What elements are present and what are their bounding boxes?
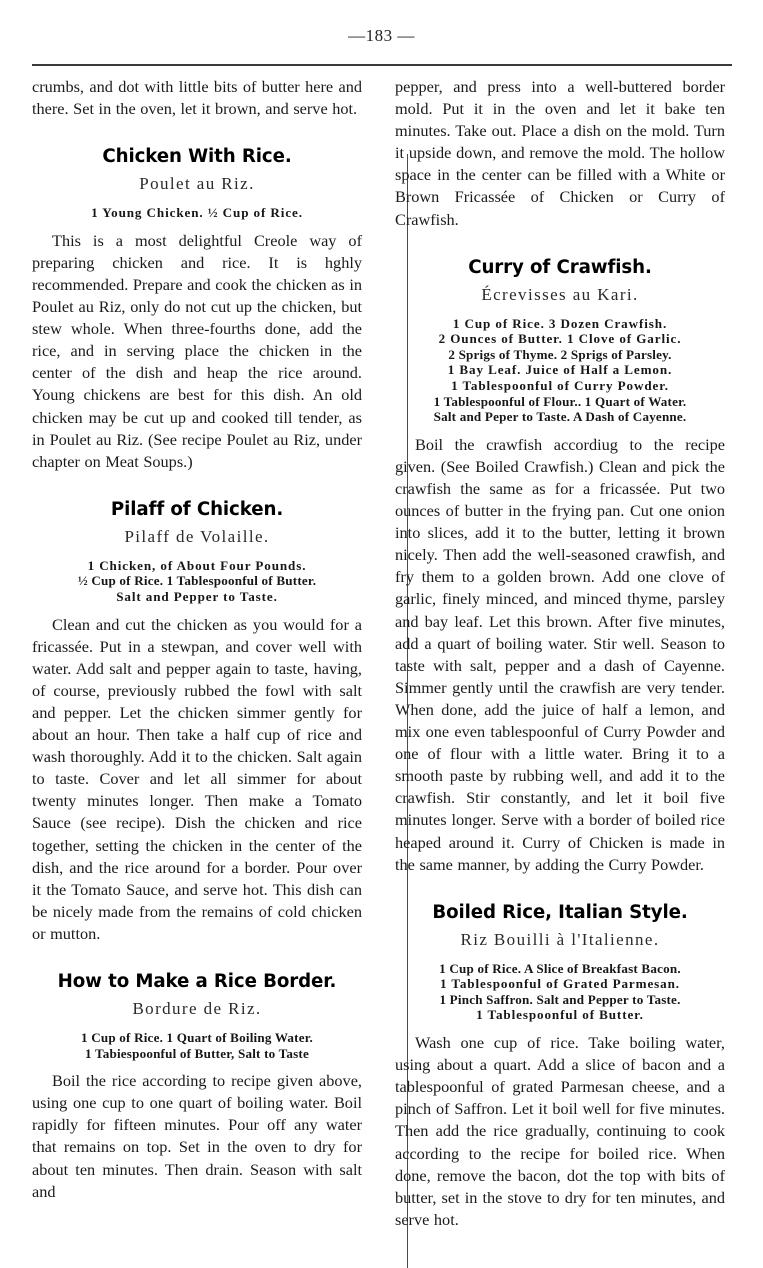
ingredient-line: 1 Cup of Rice. A Slice of Breakfast Bacon. bbox=[439, 960, 681, 976]
recipe-subtitle: Poulet au Riz. bbox=[139, 174, 255, 194]
recipe-subtitle: Écrevisses au Kari. bbox=[481, 284, 639, 304]
ingredient-line: 2 Sprigs of Thyme. 2 Sprigs of Parsley. bbox=[448, 346, 672, 362]
recipe-title: Curry of Crawfish. bbox=[468, 256, 652, 278]
recipe-curry-of-crawfish bbox=[395, 231, 725, 876]
recipe-subtitle: Riz Bouilli à l'Italienne. bbox=[460, 929, 660, 949]
ingredient-list bbox=[395, 316, 725, 425]
recipe-title: How to Make a Rice Border. bbox=[57, 971, 337, 992]
ingredient-line: Salt and Pepper to Taste. bbox=[116, 589, 278, 604]
recipe-body: Boil the crawfish accordiug to the recipe given. (See Boiled Crawfish.) Clean and pick the crawfish the same as for a fricassée. Put two ounces of butter in the frying pan. Cut one onion into slices, add it to the butter, letting it brown nicely. Then add the well-seasoned crawfish, and fry them to a golden brown. Add one clove of garlic, finely minced, and minced thyme, parsley and bay leaf. Let this brown. After five minutes, add a quart of boiling water. Stir well. Season to taste with salt, pepper and a dash of Cayenne. Simmer gently until the crawfish are very tender. When done, add the juice of half a lemon, and mix one even tablespoonful of Curry Powder and one of flour with a little water. Bring it to a smooth paste by rubbing well, and add it to the crawfish. Stir constantly, and let it boil five minutes longer. Serve with a border of boiled rice heaped around it. Curry of Chicken is made in the same manner, by adding the Curry Powder. bbox=[395, 434, 725, 874]
recipe-subtitle: Bordure de Riz. bbox=[132, 999, 262, 1018]
recipe-boiled-rice-italian-style bbox=[395, 876, 725, 1231]
ingredient-line: Salt and Peper to Taste. A Dash of Cayenne. bbox=[433, 409, 687, 425]
continued-paragraph: pepper, and press into a well-buttered border mold. Put it in the oven and let it bake ten minutes. Take out. Place a dish on the mold. Turn it upside down, and remove the mold. The hollow space in the center can be filled with a White or Brown Fricassée of Chicken or Curry of Crawfish. bbox=[395, 77, 725, 229]
page-number: —183 — bbox=[348, 26, 415, 45]
ingredient-list bbox=[32, 205, 362, 221]
ingredient-line: 1 Young Chicken. ½ Cup of Rice. bbox=[91, 205, 303, 221]
recipe-body: Wash one cup of rice. Take boiling water, using about a quart. Add a slice of bacon and a tablespoonful of grated Parmesan cheese, and a pinch of Saffron. Let it boil well for five minutes. Then add the rice gradually, continuing to cook according to the recipe for boiled rice. When done, remove the bacon, dot the top with bits of butter, set in the stove to dry for ten minutes, and serve hot. bbox=[395, 1033, 725, 1229]
ingredient-line: 1 Cup of Rice. 1 Quart of Boiling Water. bbox=[80, 1030, 314, 1045]
ingredient-line: 1 Chicken, of About Four Pounds. bbox=[87, 557, 307, 573]
recipe-pilaff-of-chicken bbox=[32, 473, 362, 945]
right-column bbox=[395, 76, 725, 1231]
ingredient-line: 2 Ounces of Butter. 1 Clove of Garlic. bbox=[438, 331, 682, 347]
ingredient-line: 1 Tabiespoonful of Butter, Salt to Taste bbox=[85, 1045, 309, 1061]
recipe-rice-border bbox=[32, 945, 362, 1203]
recipe-subtitle: Pilaff de Volaille. bbox=[124, 526, 270, 546]
ingredient-line: 1 Pinch Saffron. Salt and Pepper to Taste. bbox=[439, 991, 681, 1007]
recipe-title: Pilaff of Chicken. bbox=[110, 498, 284, 520]
recipe-chicken-with-rice bbox=[32, 120, 362, 473]
header-rule bbox=[32, 64, 732, 66]
recipe-body: Boil the rice according to recipe given above, using one cup to one quart of boiling water. Boil rapidly for fifteen minutes. Pour off any water that remains on top. Set in the oven to dry for about ten minutes. Then drain. Season with salt and bbox=[32, 1071, 362, 1201]
ingredient-list bbox=[395, 961, 725, 1023]
recipe-body: Clean and cut the chicken as you would for a fricassée. Put in a stewpan, and cover well with water. Add salt and pepper again to taste, having, of course, previously rubbed the fowl with salt and pepper. Let the chicken simmer gently for about an hour. Then take a half cup of rice and wash thoroughly. Add it to the chicken. Salt again to taste. Cover and let all simmer for about twenty minutes longer. Then make a Tomato Sauce (see recipe). Dish the chicken and rice together, setting the chicken in the center of the dish, and the rice around for a border. Pour over it the Tomato Sauce, and serve hot. This dish can be nicely made from the remains of cold chicken or mutton. bbox=[32, 614, 362, 943]
recipe-title: Chicken With Rice. bbox=[102, 146, 292, 168]
ingredient-list bbox=[32, 1030, 362, 1061]
ingredient-list bbox=[32, 558, 362, 605]
ingredient-line: 1 Cup of Rice. 3 Dozen Crawfish. bbox=[452, 315, 668, 331]
ingredient-line: 1 Bay Leaf. Juice of Half a Lemon. bbox=[447, 362, 673, 378]
left-column bbox=[32, 76, 362, 1203]
ingredient-line: 1 Tablespoonful of Butter. bbox=[476, 1007, 644, 1023]
recipe-body: This is a most delightful Creole way of preparing chicken and rice. It is hghly recommended. Prepare and cook the chicken as in Poulet au Riz, only do not cut up the chicken, but stew whole. When three-fourths done, add the rice, and in serving place the chicken in the center of the dish and heap the rice around. Young chickens are best for this dish. An old chicken may be cut up and cooked till tender, as in Poulet au Riz. (See recipe Poulet au Riz, under chapter on Meat Soups.) bbox=[32, 230, 362, 471]
ingredient-line: 1 Tablespoonful of Curry Powder. bbox=[451, 378, 669, 394]
ingredient-line: 1 Tablespoonful of Flour.. 1 Quart of Water. bbox=[433, 393, 687, 409]
ingredient-line: 1 Tablespoonful of Grated Parmesan. bbox=[440, 976, 680, 992]
recipe-title: Boiled Rice, Italian Style. bbox=[432, 901, 688, 923]
continued-paragraph: crumbs, and dot with little bits of butter here and there. Set in the oven, let it brown, and serve hot. bbox=[32, 77, 362, 119]
ingredient-line: ½ Cup of Rice. 1 Tablespoonful of Butter. bbox=[77, 573, 317, 589]
